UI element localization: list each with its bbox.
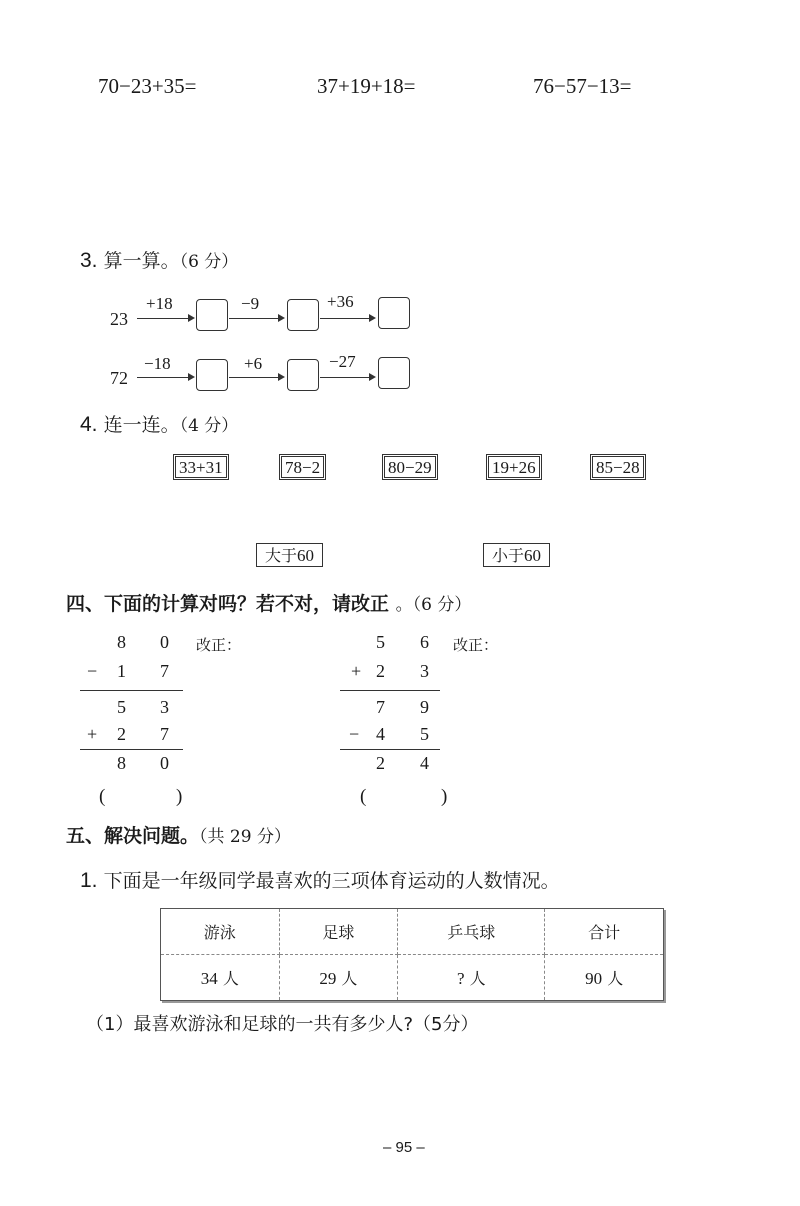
judge-answer-slot[interactable] xyxy=(104,786,174,812)
cell-unit: 人 xyxy=(222,969,239,988)
answer-box[interactable] xyxy=(196,359,228,391)
chain-2-start: 72 xyxy=(110,368,128,388)
table-row xyxy=(161,955,664,1001)
calc-line xyxy=(80,749,183,750)
table-header-cell: 足球 xyxy=(279,909,398,955)
section-3-number: 3. xyxy=(80,249,98,272)
answer-box[interactable] xyxy=(287,299,319,331)
chain-1-start: 23 xyxy=(110,309,128,329)
cell-unit: 人 xyxy=(607,969,624,988)
digit: 4 xyxy=(376,724,385,744)
digit: 7 xyxy=(160,661,169,681)
match-expression-4[interactable]: 19+26 xyxy=(488,456,540,478)
table-header-row xyxy=(161,909,664,955)
digit: 1 xyxy=(117,661,126,681)
expression-3: 76−57−13= xyxy=(533,74,632,98)
cell-number: 90 xyxy=(585,969,603,988)
judge-paren-open: ( xyxy=(99,786,106,807)
section-4-heading xyxy=(80,410,238,437)
judge-paren-close: ) xyxy=(441,786,448,807)
operator: + xyxy=(351,661,362,681)
chain-2-op-3: −27 xyxy=(329,352,356,371)
cell-unit: 人 xyxy=(341,969,358,988)
judge-paren-open: ( xyxy=(360,786,367,807)
digit: 7 xyxy=(160,724,169,744)
arrow-icon xyxy=(320,318,374,320)
target-less-than[interactable] xyxy=(483,543,550,567)
section-4-number: 4. xyxy=(80,413,98,436)
digit: 2 xyxy=(117,724,126,744)
digit: 2 xyxy=(376,753,385,773)
page-number: – 95 – xyxy=(383,1139,425,1156)
operator: + xyxy=(87,724,98,744)
fix-label: 改正： xyxy=(196,636,242,654)
sports-table xyxy=(160,908,664,1001)
judge-paren-close: ) xyxy=(176,786,183,807)
section-4-score: （4 分） xyxy=(179,416,239,436)
calc-line xyxy=(340,749,440,750)
cell-unit: 人 xyxy=(469,969,486,988)
digit: 9 xyxy=(420,697,429,717)
digit: 5 xyxy=(117,697,126,717)
digit: 8 xyxy=(117,632,126,652)
operator: − xyxy=(87,661,98,681)
digit: 5 xyxy=(376,632,385,652)
section-3-title: 算一算。 xyxy=(103,250,180,272)
table-cell xyxy=(161,955,280,1001)
digit: 4 xyxy=(420,753,429,773)
operator: − xyxy=(349,724,360,744)
expression-1: 70−23+35= xyxy=(98,74,197,98)
chain-1-op-2: −9 xyxy=(241,294,260,313)
arrow-icon xyxy=(229,318,283,320)
table-header-cell: 乒乓球 xyxy=(398,909,545,955)
target-greater-than[interactable] xyxy=(256,543,323,567)
part-4-heading xyxy=(66,589,471,616)
part-5-title: 五、解决问题。 xyxy=(66,825,200,847)
digit: 2 xyxy=(376,661,385,681)
target-word: 大于 xyxy=(265,546,298,565)
arrow-icon xyxy=(137,377,193,379)
digit: 6 xyxy=(420,632,429,652)
chain-2-op-1: −18 xyxy=(144,354,171,373)
calc-line xyxy=(340,690,440,691)
digit: 5 xyxy=(420,724,429,744)
fix-label: 改正： xyxy=(453,636,499,654)
digit: 0 xyxy=(160,753,169,773)
cell-number: 29 xyxy=(319,969,337,988)
answer-box[interactable] xyxy=(196,299,228,331)
arrow-icon xyxy=(137,318,193,320)
expression-2: 37+19+18= xyxy=(317,74,416,98)
digit: 7 xyxy=(376,697,385,717)
section-3-heading xyxy=(80,246,238,273)
digit: 3 xyxy=(160,697,169,717)
digit: 3 xyxy=(420,661,429,681)
target-number: 60 xyxy=(524,546,542,565)
part-5-heading xyxy=(66,821,291,848)
match-expression-1[interactable]: 33+31 xyxy=(175,456,227,478)
match-expression-5[interactable]: 85−28 xyxy=(592,456,644,478)
match-expression-3[interactable]: 80−29 xyxy=(384,456,436,478)
problem-1-text: 下面是一年级同学最喜欢的三项体育运动的人数情况。 xyxy=(103,870,560,892)
digit: 0 xyxy=(160,632,169,652)
section-3-score: （6 分） xyxy=(179,252,239,272)
judge-answer-slot[interactable] xyxy=(366,786,438,812)
section-4-title: 连一连。 xyxy=(103,414,180,436)
target-word: 小于 xyxy=(492,546,525,565)
digit: 8 xyxy=(117,753,126,773)
chain-1-op-3: +36 xyxy=(327,292,354,311)
table-header-cell: 游泳 xyxy=(161,909,280,955)
table-cell[interactable] xyxy=(398,955,545,1001)
answer-box[interactable] xyxy=(378,357,410,389)
table-cell xyxy=(279,955,398,1001)
sub-question-1: （1）最喜欢游泳和足球的一共有多少人?（5分） xyxy=(86,1014,479,1035)
part-4-title: 四、下面的计算对吗？若不对，请改正 xyxy=(66,593,390,615)
arrow-icon xyxy=(229,377,283,379)
target-number: 60 xyxy=(297,546,315,565)
match-expression-2[interactable]: 78−2 xyxy=(281,456,324,478)
answer-box[interactable] xyxy=(378,297,410,329)
part-4-score: 。（6 分） xyxy=(395,595,472,615)
answer-box[interactable] xyxy=(287,359,319,391)
chain-1-op-1: +18 xyxy=(146,294,173,313)
chain-2-op-2: +6 xyxy=(244,354,263,373)
part-5-score: （共 29 分） xyxy=(199,827,291,847)
arrow-icon xyxy=(320,377,374,379)
cell-number: 34 xyxy=(200,969,218,988)
problem-1-number: 1. xyxy=(80,869,98,892)
cell-number: ? xyxy=(456,969,465,988)
table-cell xyxy=(545,955,664,1001)
table-header-cell: 合计 xyxy=(545,909,664,955)
calc-line xyxy=(80,690,183,691)
problem-1 xyxy=(80,866,560,893)
